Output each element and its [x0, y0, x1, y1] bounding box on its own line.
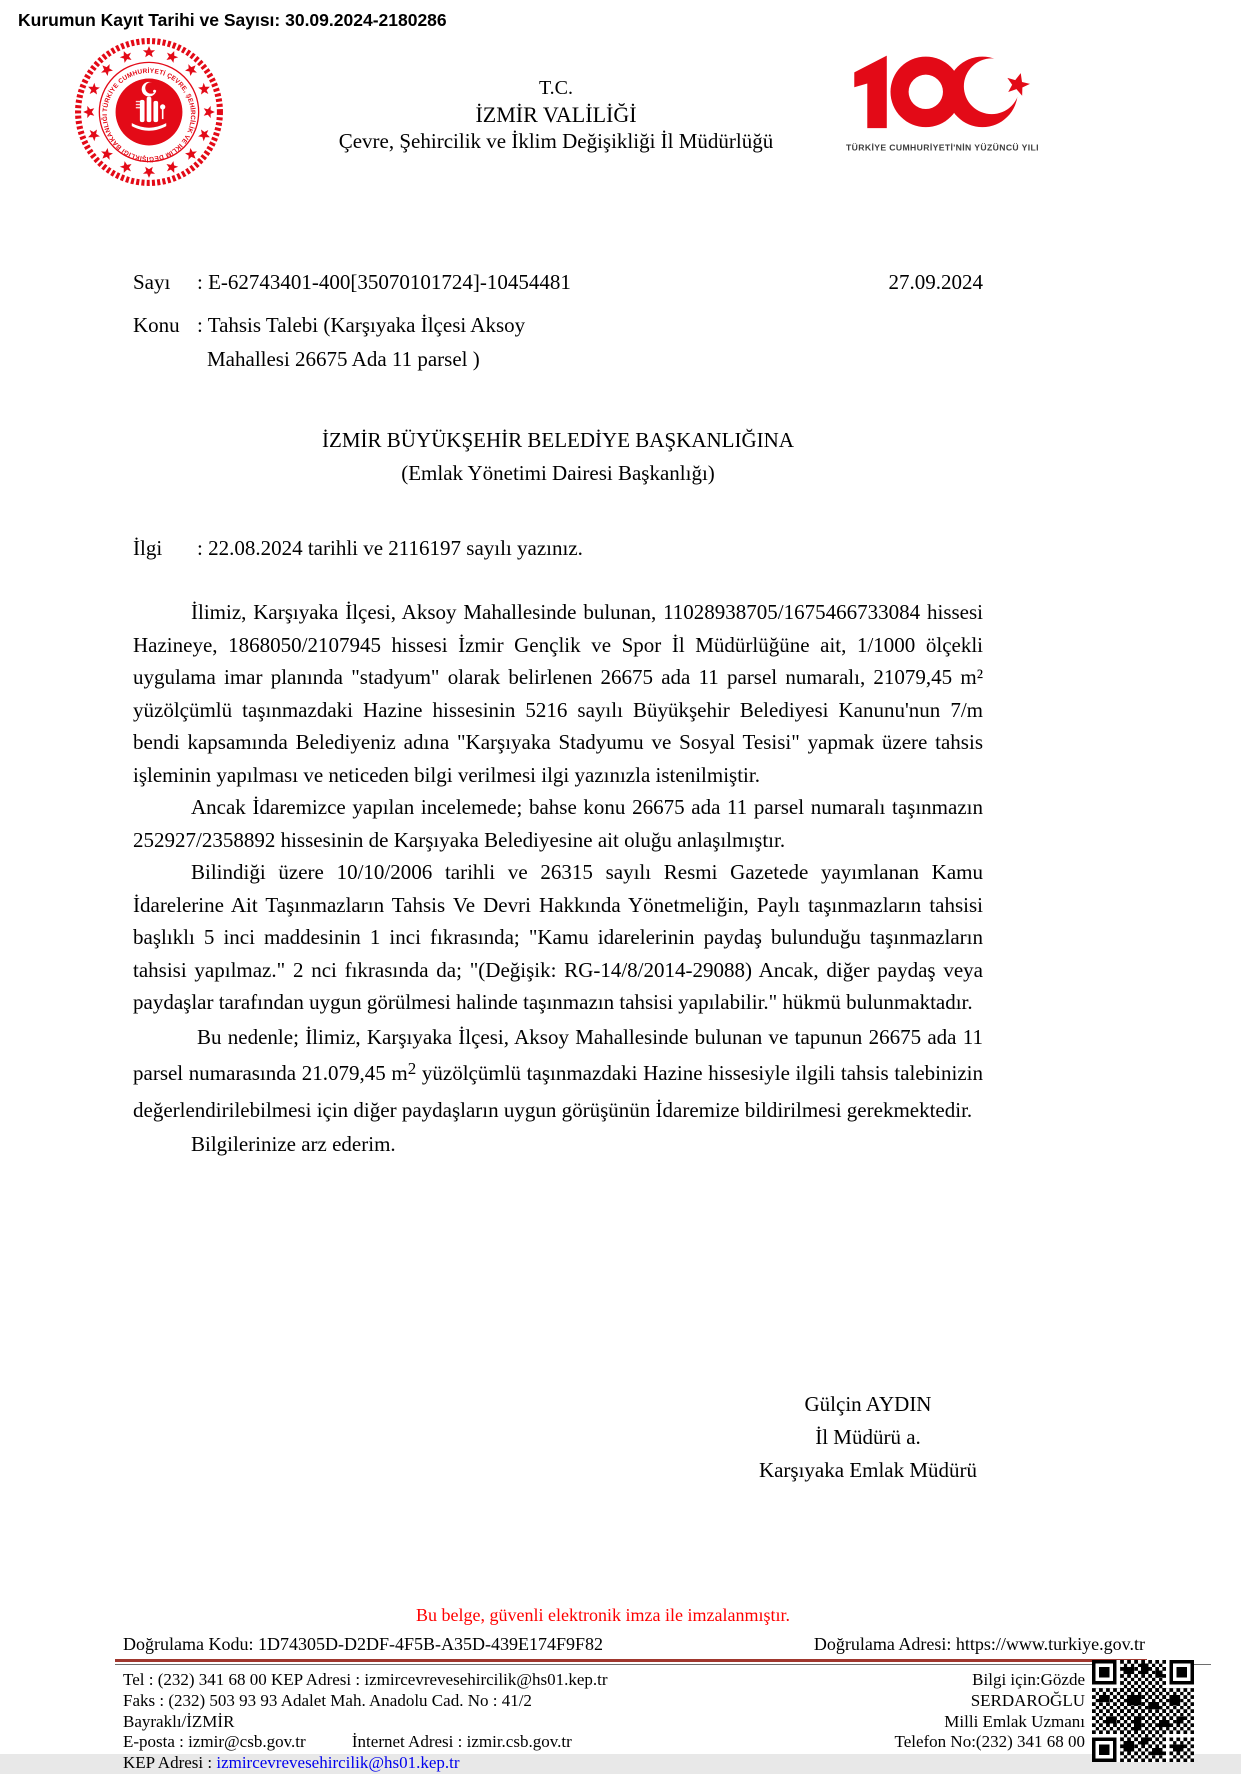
footer-rule-secondary [115, 1664, 1211, 1665]
verification-code: Doğrulama Kodu: 1D74305D-D2DF-4F5B-A35D-439E174F9F82 [123, 1634, 603, 1654]
contact-kep-line [123, 1753, 823, 1774]
letterhead-authority: İZMİR VALİLİĞİ [475, 102, 637, 127]
recipient-line2: (Emlak Yönetimi Dairesi Başkanlığı) [401, 461, 715, 485]
esignature-notice: Bu belge, güvenli elektronik imza ile imzalanmıştır. [416, 1605, 790, 1625]
centennial-caption: TÜRKİYE CUMHURİYETİ'NİN YÜZÜNCÜ YILI [846, 142, 1039, 153]
letter-date: 27.09.2024 [888, 270, 983, 294]
info-contact-phone: Telefon No:(232) 341 68 00 [894, 1732, 1085, 1752]
info-contact-title: Milli Emlak Uzmanı [944, 1711, 1085, 1731]
contact-eposta: E-posta : izmir@csb.gov.tr [123, 1732, 306, 1752]
signer-title2: Karşıyaka Emlak Müdürü [758, 1458, 978, 1482]
paragraph-4-text: Bu nedenle; İlimiz, Karşıyaka İlçesi, Aksoy Mahallesinde bulunan ve tapunun 26675 ada 11 parsel numarasında 21.079,45 m [133, 1024, 983, 1085]
sayi-label: Sayı [133, 270, 171, 294]
square-meter-superscript: 2 [407, 1059, 417, 1078]
konu-label: Konu [133, 313, 180, 337]
paragraph-4-text-after: yüzölçümlü taşınmazdaki Hazine hissesiyle ilgili tahsis talebinizin değerlendirilebilmesi için diğer paydaşların uygun görüşünün İdaremize bildirilmesi gerekmektedir. [133, 1061, 983, 1122]
verification-address: Doğrulama Adresi: https://www.turkiye.gov.tr [813, 1634, 1145, 1654]
konu-line2: Mahallesi 26675 Ada 11 parsel ) [207, 347, 480, 371]
letterhead-department: Çevre, Şehircilik ve İklim Değişikliği İl Müdürlüğü [338, 129, 774, 153]
letter-body [133, 596, 983, 1161]
paragraph-1: İlimiz, Karşıyaka İlçesi, Aksoy Mahallesinde bulunan, 11028938705/1675466733084 hissesi Hazineye, 1868050/2107945 hissesi İzmir Gençlik ve Spor İl Müdürlüğüne ait, 1/1000 ölçekli uygulama imar planında "stadyum" olarak belirlenen 26675 ada 11 parsel numaralı, 21079,45 m² yüzölçümlü taşınmazdaki Hazine hissesinin 5216 sayılı Büyükşehir Belediyesi Kanunu'nun 7/m bendi kapsamında Belediyeniz adına "Karşıyaka Stadyumu ve Sosyal Tesisi" yapmak üzere tahsis işleminin yapılması ve neticeden bilgi verilmesi ilgi yazınızla istenilmiştir. [133, 600, 983, 787]
signer-title1: İl Müdürü a. [815, 1425, 921, 1449]
signature-block [668, 1388, 1068, 1487]
paragraph-2: Ancak İdaremizce yapılan incelemede; bahse konu 26675 ada 11 parsel numaralı taşınmazın 252927/2358892 hissesinin de Karşıyaka Belediyesine ait oluğu anlaşılmıştır. [133, 795, 983, 852]
ilgi-row [133, 536, 983, 561]
qr-code [1092, 1660, 1194, 1762]
contact-eposta-internet [123, 1732, 823, 1753]
footer-rule-primary [115, 1659, 1147, 1662]
paragraph-4 [133, 1019, 983, 1129]
konu-value [197, 308, 983, 376]
contact-tel-kep: Tel : (232) 341 68 00 KEP Adresi : izmircevrevesehircilik@hs01.kep.tr [123, 1670, 608, 1689]
ilgi-value: : 22.08.2024 tarihli ve 2116197 sayılı yazınız. [197, 536, 583, 560]
ilgi-label: İlgi [133, 536, 163, 560]
info-contact-firstname: Bilgi için:Gözde [972, 1670, 1085, 1689]
signer-name: Gülçin AYDIN [804, 1392, 932, 1416]
contact-district: Bayraklı/İZMİR [123, 1711, 235, 1731]
konu-row [133, 308, 983, 376]
letter-content [133, 0, 983, 1754]
contact-internet: İnternet Adresi : izmir.csb.gov.tr [351, 1732, 572, 1752]
recipient-block [133, 424, 983, 490]
contact-kep-label: KEP Adresi : [123, 1753, 213, 1773]
sayi-row [133, 270, 983, 295]
paragraph-3: Bilindiği üzere 10/10/2006 tarihli ve 26315 sayılı Resmi Gazetede yayımlanan Kamu İdarelerine Ait Taşınmazların Tahsis Ve Devri Hakkında Yönetmeliğin, Paylı taşınmazların tahsisi başlıklı 5 inci maddesinin 1 inci fıkrasında; "Kamu idarelerinin paydaş bulunduğu taşınmazların tahsisi yapılmaz." 2 nci fıkrasında da; "(Değişik: RG-14/8/2014-29088) Ancak, diğer paydaş veya paydaşlar tarafından uygun görülmesi halinde taşınmazın tahsisi yapılabilir." hükmü bulunmaktadır. [133, 860, 983, 1014]
letterhead-tc: T.C. [538, 77, 574, 99]
contact-kep-link[interactable]: izmircevrevesehircilik@hs01.kep.tr [216, 1753, 460, 1773]
closing-line: Bilgilerinize arz ederim. [191, 1132, 396, 1156]
verification-row [123, 1634, 1145, 1655]
contact-faks-address: Faks : (232) 503 93 93 Adalet Mah. Anadolu Cad. No : 41/2 [123, 1690, 532, 1710]
contact-block-right [740, 1670, 1085, 1753]
info-contact-surname: SERDAROĞLU [970, 1690, 1085, 1710]
konu-line1: : Tahsis Talebi (Karşıyaka İlçesi Aksoy [197, 313, 526, 337]
registration-stamp: Kurumun Kayıt Tarihi ve Sayısı: 30.09.2024-2180286 [18, 10, 447, 30]
sayi-value: : E-62743401-400[35070101724]-10454481 [197, 270, 571, 294]
contact-block-left [123, 1670, 823, 1774]
recipient-line1: İZMİR BÜYÜKŞEHİR BELEDİYE BAŞKANLIĞINA [322, 428, 794, 452]
emblem-ring-text: TÜRKİYE CUMHURİYETİ ÇEVRE, ŞEHİRCİLİK VE İKLİM DEĞİŞİKLİĞİ BAKANLIĞI [101, 67, 197, 162]
